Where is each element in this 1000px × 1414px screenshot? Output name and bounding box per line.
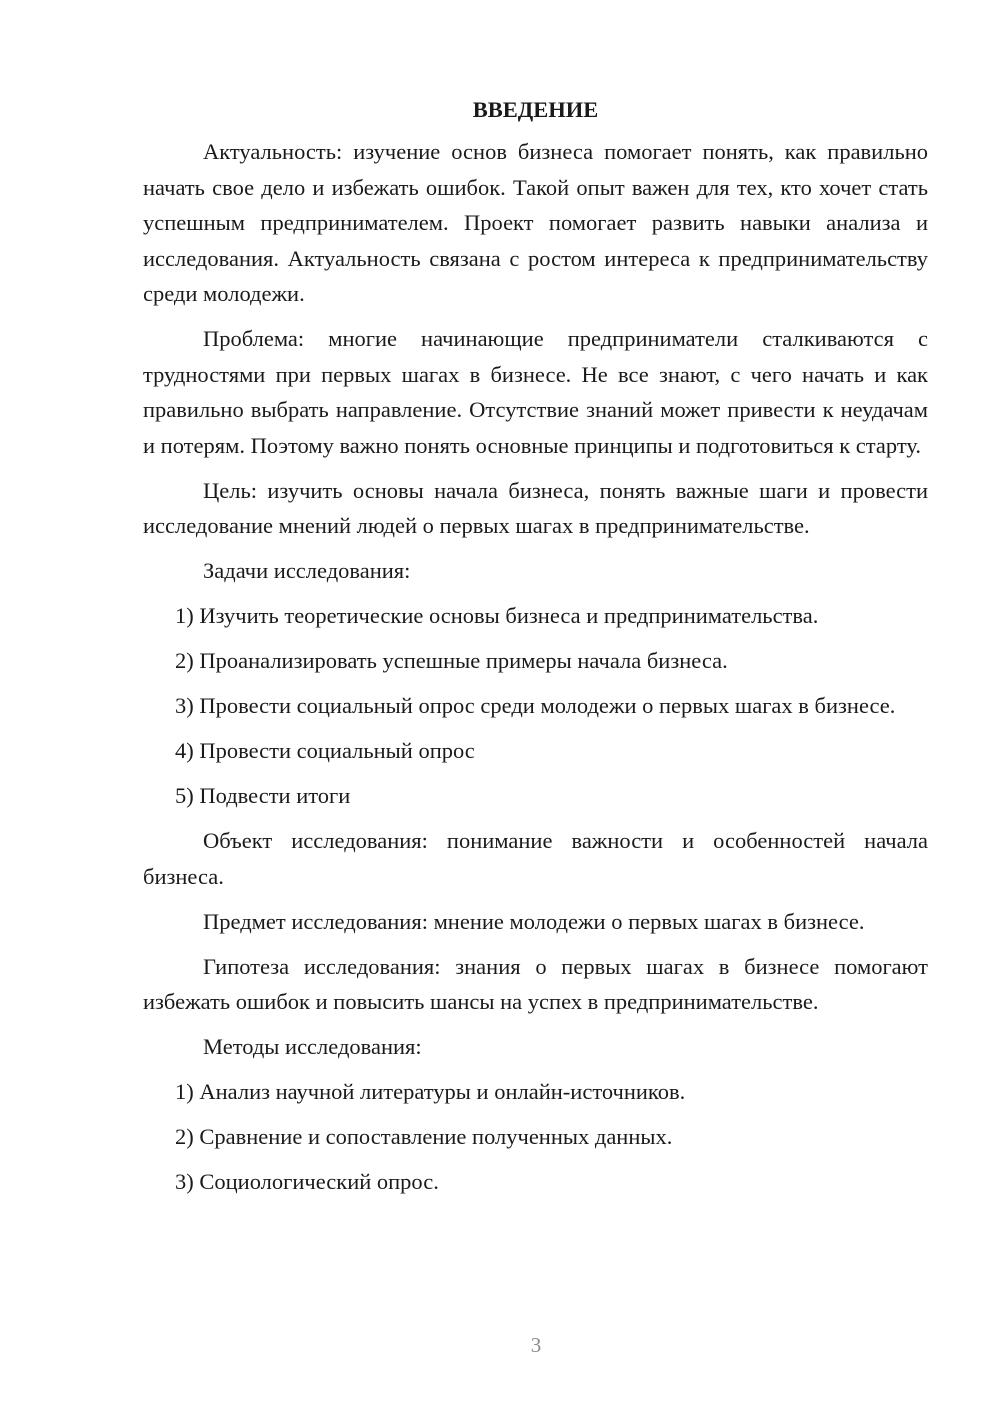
method-item-1: 1) Анализ научной литературы и онлайн-источников. (175, 1079, 686, 1104)
tasks-heading: Задачи исследования: (203, 558, 411, 583)
method-item-3: 3) Социологический опрос. (175, 1169, 439, 1194)
hypothesis-paragraph: Гипотеза исследования: знания о первых шагах в бизнесе помогают избежать ошибок и повысить шансы на успех в предпринимательстве. (143, 953, 928, 1014)
relevance-paragraph: Актуальность: изучение основ бизнеса помогает понять, как правильно начать свое дело и избежать ошибок. Такой опыт важен для тех, кто хочет стать успешным предпринимателем. Проект помогает развить навыки анализа и исследования. Актуальность связана с ростом интереса к предпринимательству среди молодежи. (143, 139, 928, 306)
object-paragraph: Объект исследования: понимание важности и особенностей начала бизнеса. (143, 828, 928, 889)
page-title: ВВЕДЕНИЕ (472, 97, 599, 122)
method-item-2: 2) Сравнение и сопоставление полученных данных. (175, 1124, 673, 1149)
subject-paragraph: Предмет исследования: мнение молодежи о первых шагах в бизнесе. (203, 908, 865, 934)
page-number: 3 (530, 1333, 542, 1357)
task-item-4: 4) Провести социальный опрос (175, 738, 475, 763)
task-item-1: 1) Изучить теоретические основы бизнеса и предпринимательства. (175, 603, 819, 628)
problem-paragraph: Проблема: многие начинающие предприниматели сталкиваются с трудностями при первых шагах в бизнесе. Не все знают, с чего начать и как правильно выбрать направление. Отсутствие знаний может привести к неудачам и потерям. Поэтому важно понять основные принципы и подготовиться к старту. (143, 326, 928, 458)
task-item-2: 2) Проанализировать успешные примеры начала бизнеса. (175, 648, 728, 673)
task-item-3: 3) Провести социальный опрос среди молодежи о первых шагах в бизнесе. (175, 693, 896, 718)
document-page (143, 92, 928, 1209)
goal-paragraph: Цель: изучить основы начала бизнеса, понять важные шаги и провести исследование мнений людей о первых шагах в предпринимательстве. (143, 477, 928, 538)
methods-heading: Методы исследования: (203, 1034, 422, 1059)
task-item-5: 5) Подвести итоги (175, 783, 351, 808)
